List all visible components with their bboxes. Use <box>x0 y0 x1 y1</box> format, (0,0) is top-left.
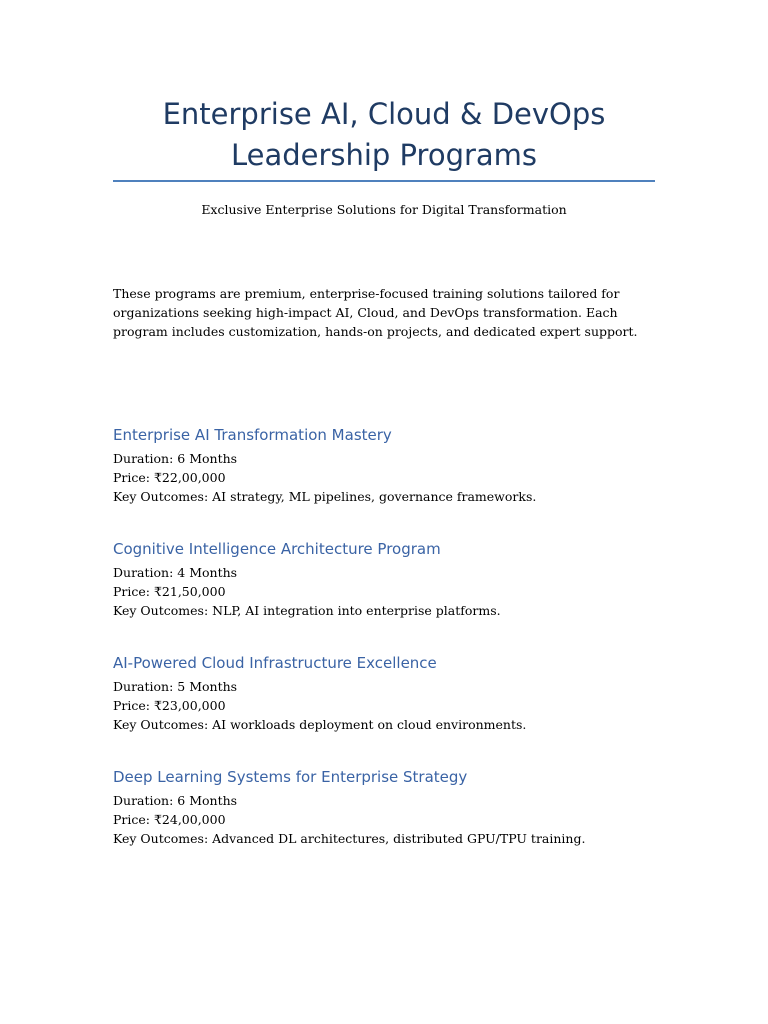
program-heading: AI-Powered Cloud Infrastructure Excellence <box>113 654 437 672</box>
program-duration: Duration: 6 Months <box>113 451 238 466</box>
program-outcomes: Key Outcomes: AI strategy, ML pipelines, governance frameworks. <box>113 489 537 504</box>
program-price: Price: ₹24,00,000 <box>113 812 226 827</box>
page-subtitle: Exclusive Enterprise Solutions for Digital Transformation <box>201 202 567 217</box>
program-heading: Deep Learning Systems for Enterprise Strategy <box>113 768 468 786</box>
program-price: Price: ₹21,50,000 <box>113 584 226 599</box>
title-line-1: Enterprise AI, Cloud & DevOps <box>162 97 606 131</box>
program-duration: Duration: 6 Months <box>113 793 238 808</box>
program-outcomes: Key Outcomes: Advanced DL architectures, distributed GPU/TPU training. <box>113 831 586 846</box>
program-section <box>113 767 673 848</box>
intro-paragraph: These programs are premium, enterprise-focused training solutions tailored for organizations seeking high-impact AI, Cloud, and DevOps transformation. Each program includes customization, hands-on projects, and dedicated expert support. <box>113 286 638 339</box>
page-title <box>113 94 655 176</box>
title-line-2: Leadership Programs <box>230 138 538 172</box>
program-section <box>113 425 673 506</box>
program-duration: Duration: 5 Months <box>113 679 238 694</box>
program-outcomes: Key Outcomes: NLP, AI integration into enterprise platforms. <box>113 603 501 618</box>
program-duration: Duration: 4 Months <box>113 565 238 580</box>
program-heading: Cognitive Intelligence Architecture Program <box>113 540 441 558</box>
program-section <box>113 653 673 734</box>
program-price: Price: ₹22,00,000 <box>113 470 226 485</box>
program-section <box>113 539 673 620</box>
title-divider <box>113 180 655 182</box>
program-heading: Enterprise AI Transformation Mastery <box>113 426 392 444</box>
program-outcomes: Key Outcomes: AI workloads deployment on cloud environments. <box>113 717 527 732</box>
program-price: Price: ₹23,00,000 <box>113 698 226 713</box>
